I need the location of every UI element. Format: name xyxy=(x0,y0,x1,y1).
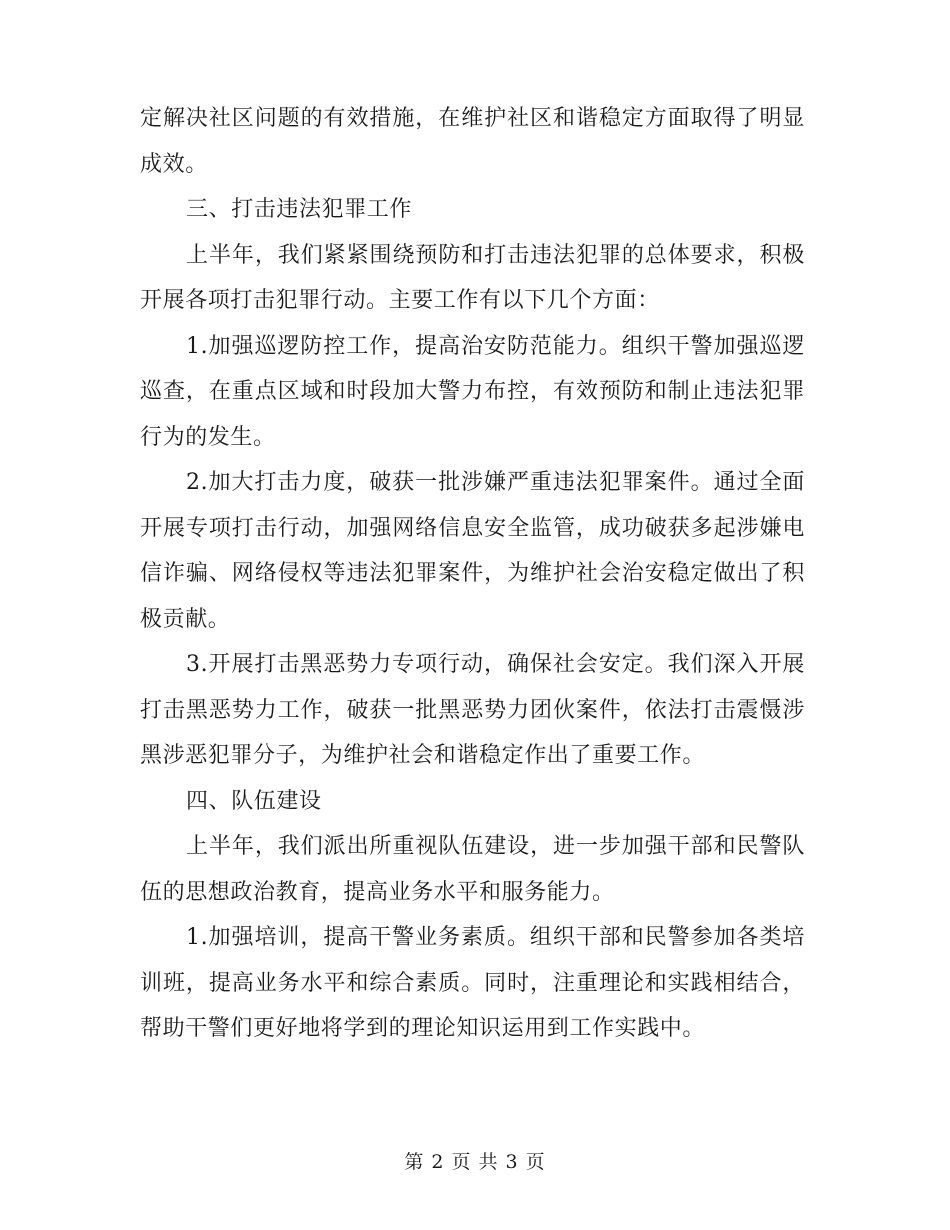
document-body xyxy=(140,96,805,1052)
paragraph-continuation: 定解决社区问题的有效措施，在维护社区和谐稳定方面取得了明显成效。 xyxy=(140,106,805,177)
page-number-footer: 第 2 页 共 3 页 xyxy=(404,1151,546,1173)
section-heading-4: 四、队伍建设 xyxy=(186,788,322,814)
paragraph-section-3-item-2: 2.加大打击力度，破获一批涉嫌严重违法犯罪案件。通过全面开展专项打击行动，加强网络信息安全监管，成功破获多起涉嫌电信诈骗、网络侵权等违法犯罪案件，为维护社会治安稳定做出了积极贡献。 xyxy=(140,470,805,632)
section-heading-3: 三、打击违法犯罪工作 xyxy=(186,197,413,222)
paragraph-section-4-intro: 上半年，我们派出所重视队伍建设，进一步加强干部和民警队伍的思想政治教育，提高业务水平和服务能力。 xyxy=(140,834,805,905)
paragraph-section-3-item-1: 1.加强巡逻防控工作，提高治安防范能力。组织干警加强巡逻巡查，在重点区域和时段加大警力布控，有效预防和制止违法犯罪行为的发生。 xyxy=(140,333,805,450)
paragraph-section-3-item-3: 3.开展打击黑恶势力专项行动，确保社会安定。我们深入开展打击黑恶势力工作，破获一批黑恶势力团伙案件，依法打击震慑涉黑涉恶犯罪分子，为维护社会和谐稳定作出了重要工作。 xyxy=(140,652,805,768)
paragraph-section-3-intro: 上半年，我们紧紧围绕预防和打击违法犯罪的总体要求，积极开展各项打击犯罪行动。主要工作有以下几个方面： xyxy=(140,242,805,313)
paragraph-section-4-item-1: 1.加强培训，提高干警业务素质。组织干部和民警参加各类培训班，提高业务水平和综合素质。同时，注重理论和实践相结合，帮助干警们更好地将学到的理论知识运用到工作实践中。 xyxy=(140,925,805,1041)
